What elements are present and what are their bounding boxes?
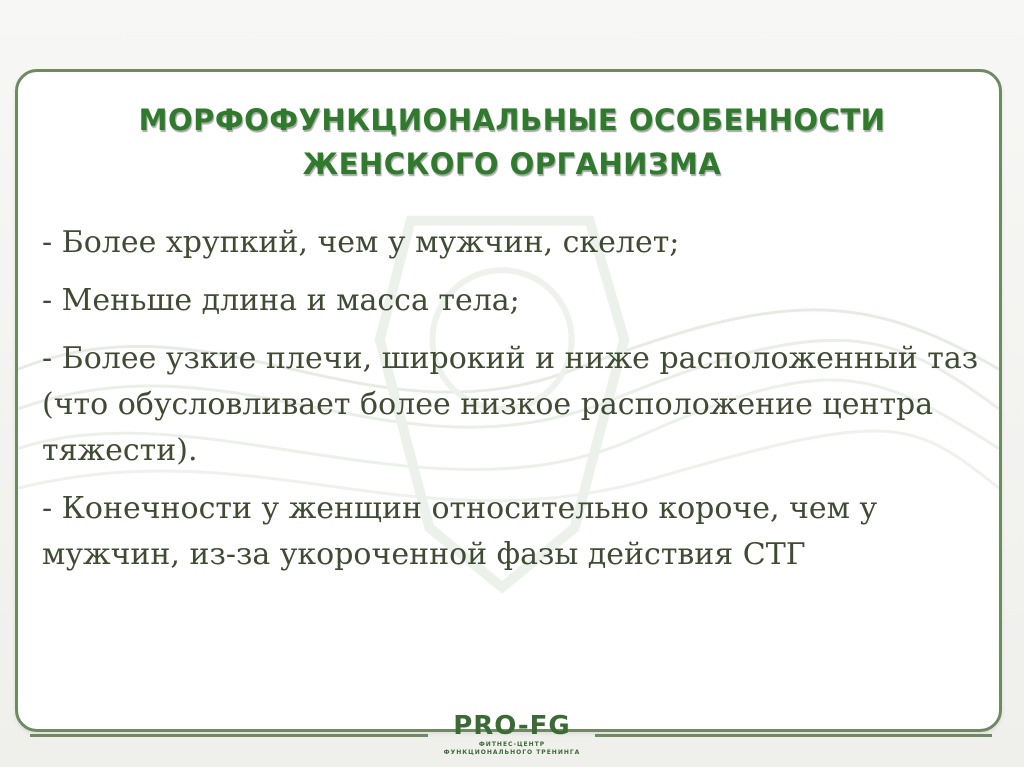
- list-item: - Меньше длина и масса тела;: [42, 283, 520, 318]
- pro-fg-logo: [434, 711, 590, 757]
- logo-subtext: ФИТНЕС-ЦЕНТР ФУНКЦИОНАЛЬНОГО ТРЕНИНГА: [443, 741, 581, 756]
- footer: [30, 711, 992, 756]
- list-item: - Конечности у женщин относительно короче, чем у мужчин, из-за укороченной фазы действия СТГ: [42, 491, 878, 572]
- footer-divider-left: [30, 734, 428, 737]
- footer-divider-right: [595, 734, 992, 737]
- list-item: - Более хрупкий, чем у мужчин, скелет;: [42, 225, 680, 260]
- content-list: [42, 220, 982, 590]
- list-item: - Более узкие плечи, широкий и ниже расположенный таз (что обусловливает более низкое расположение центра тяжести).: [42, 341, 979, 468]
- logo-text: PRO-FG: [453, 711, 571, 741]
- slide-title: МОРФОФУНКЦИОНАЛЬНЫЕ ОСОБЕННОСТИ ЖЕНСКОГО ОРГАНИЗМА: [138, 103, 886, 181]
